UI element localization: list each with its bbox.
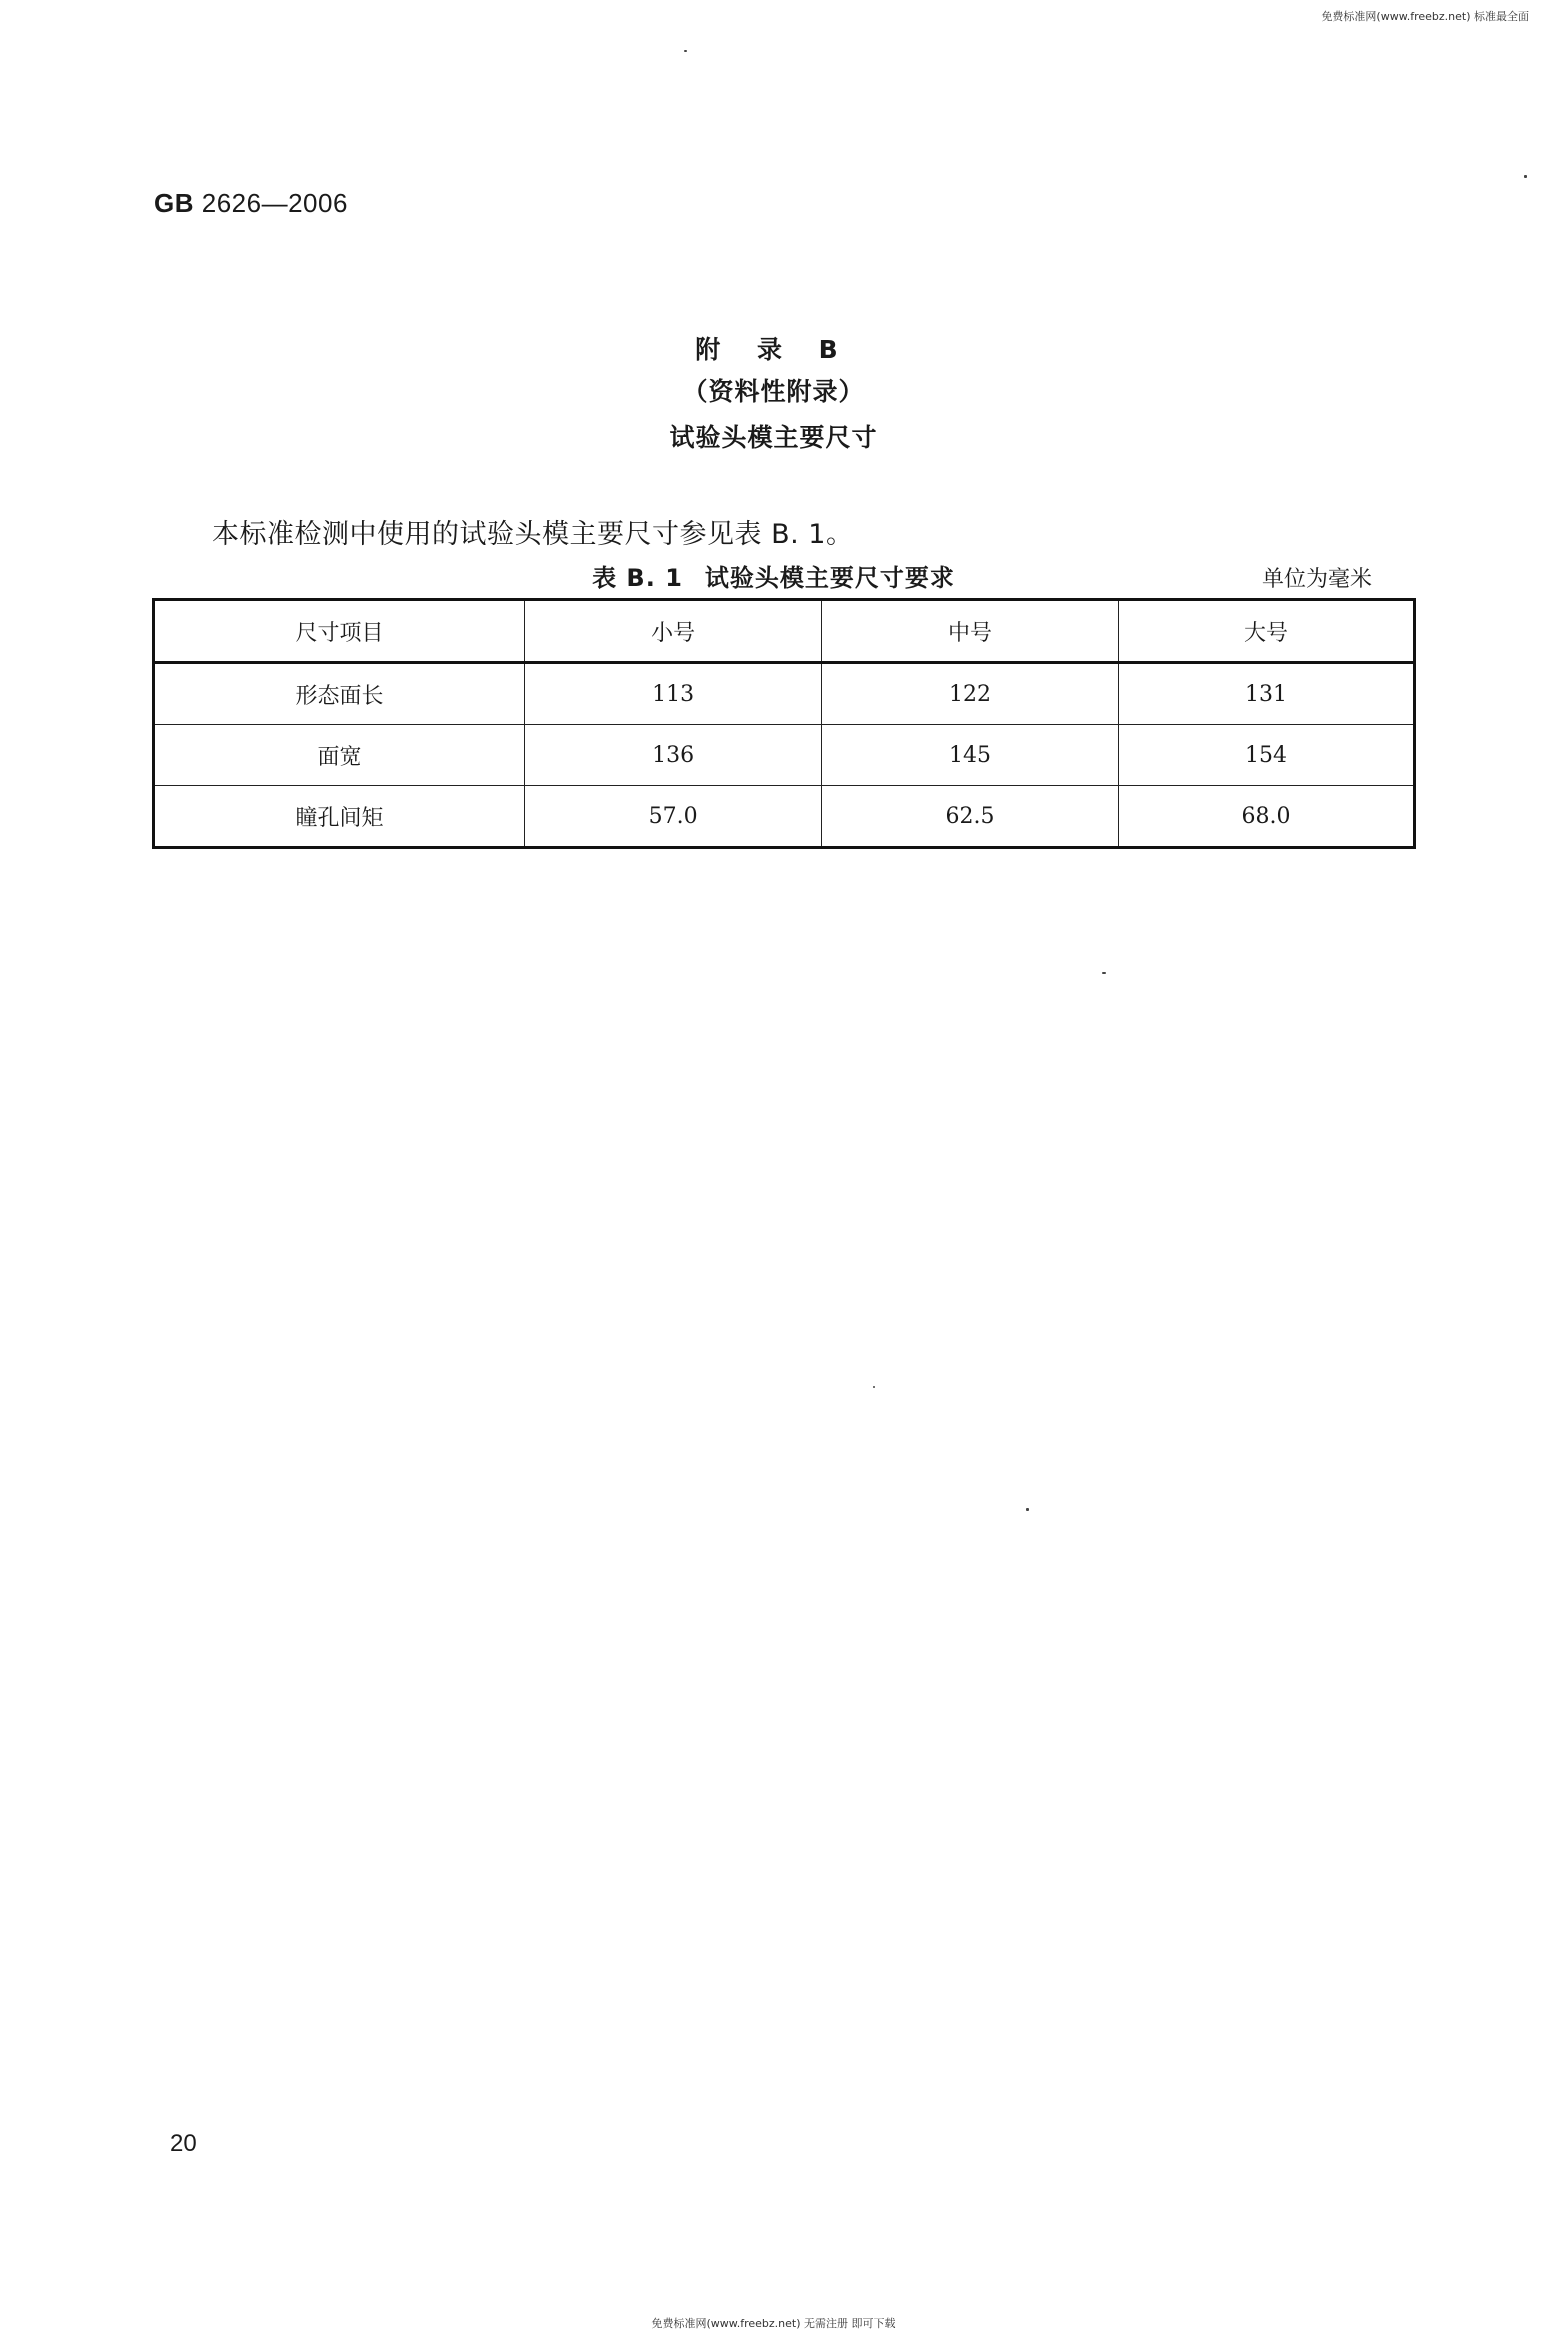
column-header-item: 尺寸项目 — [154, 600, 525, 663]
standard-prefix: GB — [154, 188, 194, 218]
column-header-small: 小号 — [525, 600, 822, 663]
appendix-label: 附 录 B — [695, 335, 852, 364]
table-row — [154, 786, 1415, 848]
cell-small: 57.0 — [525, 786, 822, 848]
scan-speck — [1524, 175, 1527, 178]
cell-large: 154 — [1119, 725, 1415, 786]
intro-paragraph: 本标准检测中使用的试验头模主要尺寸参见表 B. 1。 — [212, 519, 854, 550]
row-item-label: 瞳孔间矩 — [154, 786, 525, 848]
row-item-label: 面宽 — [154, 725, 525, 786]
table-caption-title: 试验头模主要尺寸要求 — [704, 564, 955, 592]
cell-medium: 145 — [822, 725, 1119, 786]
scan-speck — [1102, 972, 1106, 974]
table-caption-label: 表 B. 1 — [592, 564, 683, 592]
table-header-row — [154, 600, 1415, 663]
cell-large: 131 — [1119, 663, 1415, 725]
cell-large: 68.0 — [1119, 786, 1415, 848]
scan-speck — [1026, 1508, 1029, 1511]
cell-medium: 62.5 — [822, 786, 1119, 848]
watermark-bottom: 免费标准网(www.freebz.net) 无需注册 即可下载 — [651, 2317, 896, 2330]
column-header-medium: 中号 — [822, 600, 1119, 663]
table-row — [154, 663, 1415, 725]
row-item-label: 形态面长 — [154, 663, 525, 725]
standard-number: 2626—2006 — [201, 188, 348, 218]
scan-speck — [873, 1386, 875, 1388]
standard-code — [154, 188, 348, 219]
watermark-top: 免费标准网(www.freebz.net) 标准最全面 — [1321, 10, 1529, 23]
cell-small: 113 — [525, 663, 822, 725]
appendix-title: 试验头模主要尺寸 — [669, 423, 878, 452]
page-number: 20 — [170, 2130, 197, 2157]
table-unit: 单位为毫米 — [1262, 567, 1373, 592]
appendix-type: （资料性附录） — [682, 377, 865, 406]
table-row — [154, 725, 1415, 786]
scan-speck — [684, 50, 687, 52]
head-form-dimensions-table — [152, 598, 1416, 849]
column-header-large: 大号 — [1119, 600, 1415, 663]
cell-small: 136 — [525, 725, 822, 786]
cell-medium: 122 — [822, 663, 1119, 725]
